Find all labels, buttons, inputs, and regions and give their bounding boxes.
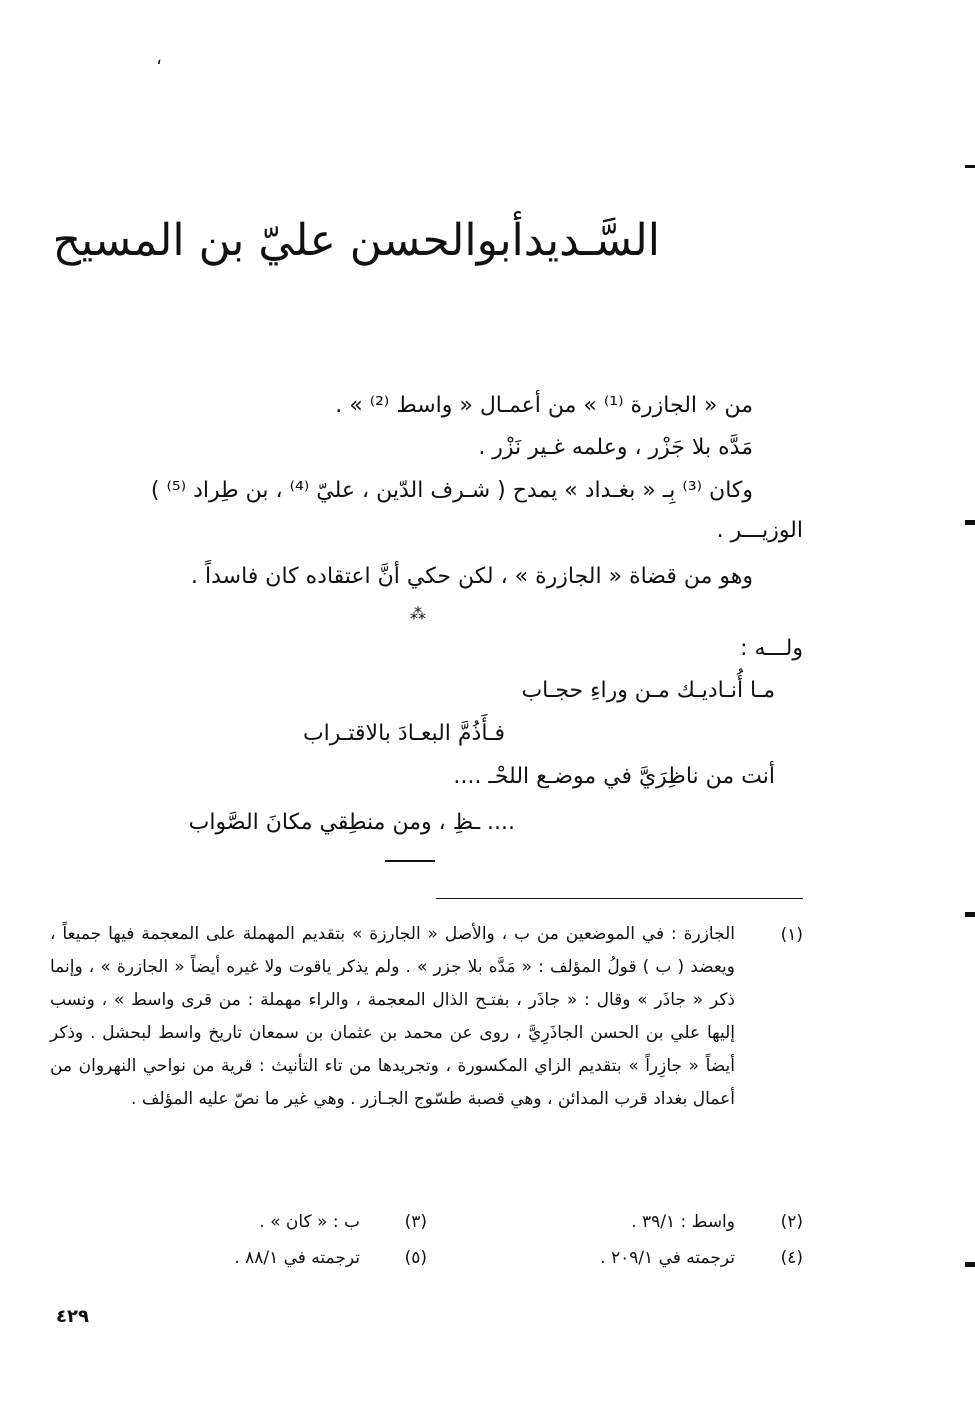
footnote-number: (١) xyxy=(780,925,803,945)
footnote-number: (٥) xyxy=(404,1248,427,1268)
footnote-text: الجازرة : في الموضعين من ب ، والأصل « الجارزة » بتقديم المهملة على المعجمة فيها جميعاً ، ويعضد ( ب ) قولُ المؤلف : « مَدَّه بلا جزر » . ولم يذكر ياقوت ولا غيره أيضاً « الجازرة » ، وإنما ذكر « جاذَر » وقال : « جاذَر ، بفتـح الذال المعجمة ، والراء مهملة : من قرى واسط » ، ونسب إليها علي بن الحسن الجاذَرِيَّ ، روى عن محمد بن عثمان بن سمعان تاريخ واسط لبحشل . وذكر أيضاً « جازِراً » بتقديم الزاي المكسورة ، وتجريدها من تاء التأنيث : قرية من نواحي النهروان من أعمال بغداد قرب المدائن ، وهي قصبة طسّوج الجـازر . وهي غير ما نصّ عليه المؤلف . xyxy=(50,924,735,1109)
body-line: وهو من قضاة « الجازرة » ، لكن حكي أنَّ اعتقاده كان فاسداً . xyxy=(191,564,753,589)
body-line: من « الجازرة ⁽¹⁾ » من أعمـال « واسط ⁽²⁾ » . xyxy=(335,393,753,418)
poem-line: .... ـظِ ، ومن منطِقي مكانَ الصَّواب xyxy=(188,810,515,835)
page-title: السَّـديدأبوالحسن عليّ بن المسيح xyxy=(52,215,660,266)
body-line: الوزيـــر . xyxy=(716,518,803,543)
footnote-rule xyxy=(436,898,803,899)
body-line: مَدَّه بلا جَزْر ، وعلمه غـير نَزْر . xyxy=(478,435,753,460)
footnote-text: ب : « كان » . xyxy=(259,1212,360,1232)
footnote-text: واسط : ٣٩/١ . xyxy=(631,1212,735,1232)
poem-line: فـأَذُمَّ البعـادَ بالاقتـراب xyxy=(302,721,505,746)
scan-edge-mark xyxy=(965,520,975,525)
body-line: وكان ⁽³⁾ بِـ « بغـداد » يمدح ( شـرف الدّين ، عليّ ⁽⁴⁾ ، بن طِراد ⁽⁵⁾ ) xyxy=(150,478,753,503)
scan-edge-mark xyxy=(965,912,975,917)
page-number: ٤٢٩ xyxy=(56,1306,89,1327)
footnote-number: (٣) xyxy=(404,1212,427,1232)
footnote-text: ترجمته في ٨٨/١ . xyxy=(234,1248,360,1268)
separator-stars: ⁂ xyxy=(410,604,424,623)
scan-edge-mark xyxy=(965,165,975,168)
body-line: ولـــه : xyxy=(740,636,803,661)
footnote-number: (٢) xyxy=(780,1212,803,1232)
footnote-number: (٤) xyxy=(780,1248,803,1268)
poem-line: مـا أُنـاديـك مـن وراءِ حجـاب xyxy=(521,678,775,703)
section-divider xyxy=(385,860,435,862)
footnote-text: ترجمته في ٢٠٩/١ . xyxy=(600,1248,735,1268)
poem-line: أنت من ناظِرَيَّ في موضـع اللحْـ .... xyxy=(453,764,775,789)
scan-edge-mark xyxy=(965,1262,975,1267)
corner-mark: ، xyxy=(156,48,162,69)
